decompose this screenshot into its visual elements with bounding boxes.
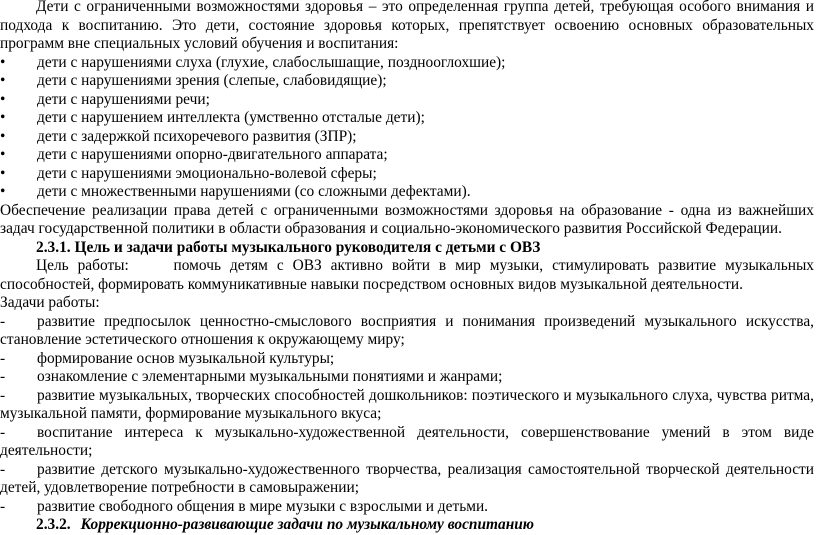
dash-marker: - xyxy=(0,497,6,515)
subsection-heading xyxy=(0,516,814,535)
list-item xyxy=(0,424,814,461)
dash-marker: - xyxy=(0,368,6,385)
list-item-text: развитие свободного общения в мире музыки с взрослыми и детьми. xyxy=(37,497,489,515)
bullet-marker: • xyxy=(0,109,6,126)
list-item xyxy=(0,165,814,184)
category-list xyxy=(0,54,814,202)
goal-paragraph xyxy=(0,257,814,294)
bullet-marker: • xyxy=(0,90,6,108)
list-item-text: дети с множественными нарушениями (со сложными дефектами). xyxy=(37,183,471,200)
list-item xyxy=(0,54,814,73)
tasks-list xyxy=(0,313,814,517)
list-item-text: развитие музыкальных, творческих способностей дошкольников: поэтического и музыкального слуха, чувства ритма, музыкальной памяти, формирование музыкального вкуса; xyxy=(0,386,814,422)
list-item xyxy=(0,498,814,517)
bullet-marker: • xyxy=(0,127,6,145)
list-item xyxy=(0,313,814,350)
list-item xyxy=(0,91,814,110)
section-heading: 2.3.1. Цель и задачи работы музыкального руководителя с детьми с ОВЗ xyxy=(36,238,541,256)
list-item-text: дети с нарушениями речи; xyxy=(37,90,210,108)
list-item-text: дети с нарушением интеллекта (умственно отсталые дети); xyxy=(37,109,425,126)
intro-paragraph: Дети с ограниченными возможностями здоровья – это определенная группа детей, требующая особого внимания и подхода к воспитанию. Это дети, состояние здоровья которых, препятствует освоению основных образовательных программ вне специальных условий обучения и воспитания: xyxy=(0,0,814,52)
list-item-text: формирование основ музыкальной культуры; xyxy=(37,349,335,367)
list-item xyxy=(0,72,814,91)
bullet-marker: • xyxy=(0,183,6,200)
list-item-text: дети с нарушениями слуха (глухие, слабослышащие, позднооглохшие); xyxy=(37,53,506,71)
list-item-text: дети с нарушениями зрения (слепые, слабовидящие); xyxy=(37,72,387,89)
list-item-text: развитие детского музыкально-художественного творчества, реализация самостоятельной творческой деятельности детей, удовлетворение потребности в самовыражении; xyxy=(0,460,814,496)
dash-marker: - xyxy=(0,423,6,441)
goal-text: помочь детям с ОВЗ активно войти в мир музыки, стимулировать развитие музыкальных способностей, формировать коммуникативные навыки посредством основных видов музыкальной деятельности. xyxy=(0,257,815,293)
bullet-marker: • xyxy=(0,146,6,163)
dash-marker: - xyxy=(0,460,6,478)
subsection-number: 2.3.2. xyxy=(36,516,71,533)
bullet-marker: • xyxy=(0,72,6,89)
list-item xyxy=(0,387,814,424)
list-item-text: развитие предпосылок ценностно-смыслового восприятия и понимания произведений музыкального искусства, становление эстетического отношения к окружающему миру; xyxy=(0,312,814,348)
provision-paragraph: Обеспечение реализации права детей с ограниченными возможностями здоровья на образование - одна из важнейших задач государственной политики в области образования и социально-экономического развития Российской Федерации. xyxy=(0,201,814,237)
list-item-text: дети с задержкой психоречевого развития (ЗПР); xyxy=(37,127,357,145)
list-item xyxy=(0,350,814,369)
list-item-text: ознакомление с элементарными музыкальными понятиями и жанрами; xyxy=(37,368,503,385)
list-item xyxy=(0,109,814,128)
list-item-text: воспитание интереса к музыкально-художественной деятельности, совершенствование умений в этом виде деятельности; xyxy=(0,423,814,459)
bullet-marker: • xyxy=(0,53,6,71)
dash-marker: - xyxy=(0,386,6,404)
list-item xyxy=(0,183,814,202)
list-item xyxy=(0,368,814,387)
list-item xyxy=(0,461,814,498)
goal-label: Цель работы: xyxy=(36,257,129,274)
list-item-text: дети с нарушениями опорно-двигательного аппарата; xyxy=(37,146,388,163)
subsection-title: Коррекционно-развивающие задачи по музыкальному воспитанию xyxy=(80,516,535,533)
dash-marker: - xyxy=(0,312,6,330)
list-item-text: дети с нарушениями эмоционально-волевой сферы; xyxy=(37,164,377,182)
dash-marker: - xyxy=(0,349,6,367)
list-item xyxy=(0,128,814,147)
list-item xyxy=(0,146,814,165)
tasks-label: Задачи работы: xyxy=(0,294,100,311)
bullet-marker: • xyxy=(0,164,6,182)
